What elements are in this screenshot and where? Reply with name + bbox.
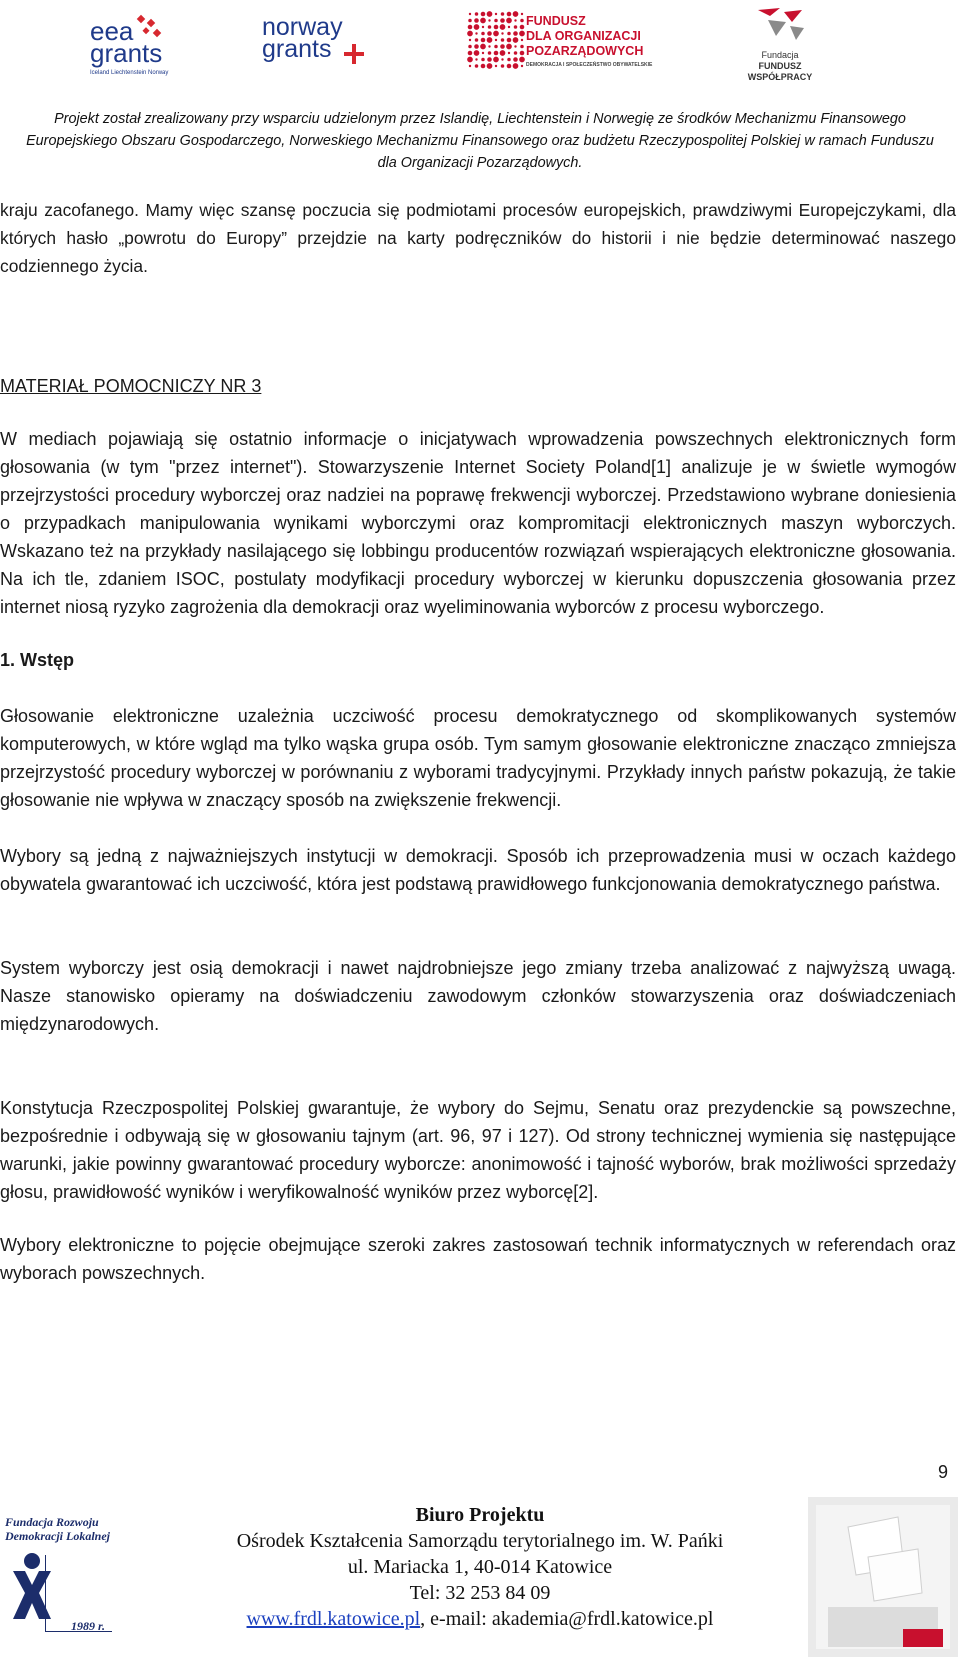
logo-dot — [514, 45, 516, 47]
logo-dot — [513, 63, 519, 69]
logo-dot — [495, 65, 497, 67]
logo-dot — [514, 19, 516, 21]
logo-dot — [500, 44, 505, 49]
footer-contact — [190, 1502, 770, 1632]
logo-dot — [488, 45, 490, 47]
logo-dot — [495, 13, 497, 15]
paragraph-4: System wyborczy jest osią demokracji i nawet najdrobniejsze jego zmiany trzeba analizować z najwyższą uwagą. Nasze stanowisko opieramy na doświadczeniu zawodowym członków stowarzyszenia oraz doświadczeniach międzynarodowych. — [0, 958, 956, 1034]
fundusz-wspolpracy-logo — [730, 6, 830, 82]
logo-dot — [513, 31, 518, 36]
wspolpracy-logo-line2: FUNDUSZ WSPÓŁPRACY — [747, 61, 813, 82]
logo-dot — [468, 19, 472, 23]
logo-dot — [488, 51, 492, 55]
intro-paragraph: kraju zacofanego. Mamy więc szansę poczucia się podmiotami procesów europejskich, prawdziwymi Europejczykami, dla których hasło „powrotu do Europy” przejdzie na karty podręczników do historii i nie będzie determinować naszego codziennego życia. — [0, 200, 956, 276]
material-heading: MATERIAŁ POMOCNICZY NR 3 — [0, 376, 262, 396]
logo-dot — [513, 57, 518, 62]
logo-dot — [500, 24, 506, 30]
logo-dot — [507, 58, 511, 62]
logo-dot — [521, 39, 523, 41]
logo-dot — [487, 37, 493, 43]
logo-dot — [501, 38, 505, 42]
wspolpracy-logo-line1: Fundacja — [761, 50, 799, 60]
sponsor-line-2: Europejskiego Obszaru Gospodarczego, Norweskiego Mechanizmu Finansowego oraz budżetu Rzeczypospolitej Polskiej w ramach Funduszu — [26, 133, 934, 149]
logo-dot — [501, 64, 505, 68]
logo-dot — [519, 31, 525, 37]
norway-logo-line1: norway — [262, 13, 343, 41]
logo-dot — [514, 51, 518, 55]
logo-dot — [468, 25, 473, 30]
logo-dot — [519, 57, 525, 63]
logo-dot — [480, 44, 486, 50]
eea-grants-logo — [88, 14, 198, 80]
logo-dot — [467, 31, 473, 37]
logo-dot — [481, 58, 485, 62]
footer-line-2: ul. Mariacka 1, 40-014 Katowice — [347, 1556, 613, 1578]
paragraph-6: Wybory elektroniczne to pojęcie obejmujące szeroki zakres zastosowań technik informatycznych w referendach oraz wyborach powszechnych. — [0, 1235, 956, 1283]
logo-dot — [521, 13, 523, 15]
fundusz-ngo-logo — [466, 10, 653, 74]
ballot-box-icon — [808, 1497, 958, 1657]
logo-dot — [468, 51, 473, 56]
logo-dot — [501, 12, 505, 16]
website-link[interactable]: www.frdl.katowice.pl — [246, 1608, 421, 1630]
logo-dot — [487, 63, 493, 69]
logo-dot — [475, 12, 479, 16]
logo-dot — [481, 32, 485, 36]
logo-dot — [494, 19, 498, 23]
logo-dot — [474, 50, 480, 56]
footer-email: , e-mail: akademia@frdl.katowice.pl — [420, 1608, 714, 1630]
logo-dot — [480, 18, 486, 24]
logo-dot — [493, 31, 499, 37]
paragraph-1: W mediach pojawiają się ostatnio informacje o inicjatywach wprowadzenia powszechnych elektronicznych form głosowania (w tym "przez internet"). Stowarzyszenie Internet Society Poland[1] analizuje je w świetle wymogów przejrzystości procedury wyborczej oraz nadziei na poprawę frekwencji wyborczej. Przedstawiono wybrane doniesienia o przypadkach manipulowania wynikami wyborczymi oraz kompromitacji elektronicznych maszyn wyborczych. Wskazano też na przykłady nasilającego się lobbingu producentów rozwiązań wspierających elektroniczne głosowania. Na ich tle, zdaniem ISOC, postulaty modyfikacji procedury wyborczej w kierunku dopuszczenia głosowania przez internet niosą ryzyko zagrożenia dla demokracji oraz wyeliminowania wyborców z procesu wyborczego. — [0, 429, 956, 617]
paragraph-3: Wybory są jedną z najważniejszych instytucji w demokracji. Sposób ich przeprowadzenia musi w oczach każdego obywatela gwarantować ich uczciwość, która jest podstawą prawidłowego funkcjonowania demokratycznego państwa. — [0, 846, 956, 894]
logo-dot — [508, 26, 510, 28]
logo-dot — [474, 24, 480, 30]
page-number: 9 — [937, 1462, 948, 1482]
logo-dot — [507, 64, 512, 69]
logo-dot — [507, 12, 512, 17]
sponsor-line-3: dla Organizacji Pozarządowych. — [377, 155, 583, 171]
fundusz-logo-line3: POZARZĄDOWYCH — [526, 44, 644, 58]
logo-dot — [467, 57, 473, 63]
paragraph-5: Konstytucja Rzeczpospolitej Polskiej gwarantuje, że wybory do Sejmu, Senatu oraz prezydenckie są powszechne, bezpośrednie i odbywają się w głosowaniu tajnym (art. 96, 97 i 127). Od strony technicznej wymienia się następujące warunki, jakie powinny gwarantować procedury wyborcze: anonimowość i tajność wyborów, brak możliwości sprzedaży głosu, prawidłowość wyników i weryfikowalność wyników przez wyborcę[2]. — [0, 1098, 956, 1202]
logo-dot — [475, 32, 477, 34]
logo-dot — [506, 44, 512, 50]
frdl-logo-line1: Fundacja Rozwoju — [5, 1515, 99, 1529]
logo-dot — [507, 32, 511, 36]
logo-dot — [481, 38, 486, 43]
logo-dot — [506, 18, 512, 24]
fundusz-logo-line2: DLA ORGANIZACJI — [526, 29, 641, 43]
logo-dot — [482, 52, 484, 54]
logo-dot — [474, 44, 479, 49]
fundusz-logo-sub: DEMOKRACJA I SPOŁECZEŃSTWO OBYWATELSKIE — [526, 62, 653, 68]
norway-grants-logo — [262, 13, 372, 76]
logo-dot — [488, 19, 490, 21]
footer-line-1: Ośrodek Kształcenia Samorządu terytorialnego im. W. Pańki — [236, 1530, 724, 1552]
frdl-logo-year: 1989 r. — [71, 1619, 106, 1633]
logo-dot — [493, 57, 499, 63]
document-body — [0, 196, 956, 1287]
logo-dot — [514, 25, 518, 29]
logo-dot — [494, 25, 499, 30]
logo-dot — [475, 38, 479, 42]
logo-dot — [475, 58, 477, 60]
logo-dot — [495, 39, 497, 41]
logo-dot — [487, 31, 492, 36]
logo-dot — [521, 65, 523, 67]
logo-dot — [487, 11, 493, 17]
logo-dot — [501, 58, 503, 60]
logo-dot — [507, 38, 512, 43]
footer-line-4 — [190, 1606, 770, 1632]
footer-title: Biuro Projektu — [415, 1504, 545, 1526]
norway-logo-line2: grants — [262, 35, 332, 63]
logo-dot — [469, 13, 471, 15]
logo-dot — [513, 37, 519, 43]
logo-dot — [475, 64, 479, 68]
dotted-square-icon — [466, 10, 526, 70]
logo-dot — [500, 18, 505, 23]
paragraph-2: Głosowanie elektroniczne uzależnia uczciwość procesu demokratycznego od skomplikowanych systemów komputerowych, w które wgląd ma tylko wąska grupa osób. Tym samym głosowanie elektroniczne znacząco zmniejsza przejrzystość procedury wyborczej w porównaniu z wyborami tradycyjnymi. Przykłady innych państw pokazują, że takie głosowanie nie wpływa w znaczący sposób na zwiększenie frekwencji. — [0, 706, 956, 810]
norway-cross-icon — [342, 42, 366, 66]
logo-dot — [508, 52, 510, 54]
page-header — [0, 0, 960, 175]
sponsor-line-1: Projekt został zrealizowany przy wsparciu udzielonym przez Islandię, Liechtenstein i Norwegię ze środków Mechanizmu Finansowego — [54, 111, 906, 127]
logo-dot — [469, 39, 471, 41]
frdl-logo-line2: Demokracji Lokalnej — [5, 1529, 110, 1543]
frdl-logo — [5, 1515, 117, 1640]
logo-dot — [520, 25, 525, 30]
logo-dot — [481, 12, 486, 17]
logo-dot — [520, 51, 525, 56]
eea-logo-sub: Iceland Liechtenstein Norway — [90, 70, 169, 76]
logo-dot — [501, 32, 503, 34]
logo-dot — [487, 57, 492, 62]
logo-dot — [488, 25, 492, 29]
stars-icon — [750, 6, 810, 44]
eea-logo-line1: eea — [90, 16, 134, 46]
decorative-ballot-image — [808, 1497, 958, 1657]
footer-line-3: Tel: 32 253 84 09 — [409, 1582, 551, 1604]
logo-dot — [520, 45, 524, 49]
logo-dot — [468, 45, 472, 49]
logo-dot — [520, 19, 524, 23]
logo-dot — [474, 18, 479, 23]
logo-dot — [513, 11, 519, 17]
logo-dot — [469, 65, 471, 67]
logo-dot — [482, 26, 484, 28]
fundusz-logo-line1: FUNDUSZ — [526, 14, 586, 28]
logo-dot — [494, 51, 499, 56]
sponsor-note — [0, 108, 960, 174]
logo-dot — [494, 45, 498, 49]
logo-dot — [481, 64, 486, 69]
eea-logo-line2: grants — [90, 38, 163, 68]
section-heading-intro: 1. Wstęp — [0, 650, 75, 670]
logo-dot — [500, 50, 506, 56]
